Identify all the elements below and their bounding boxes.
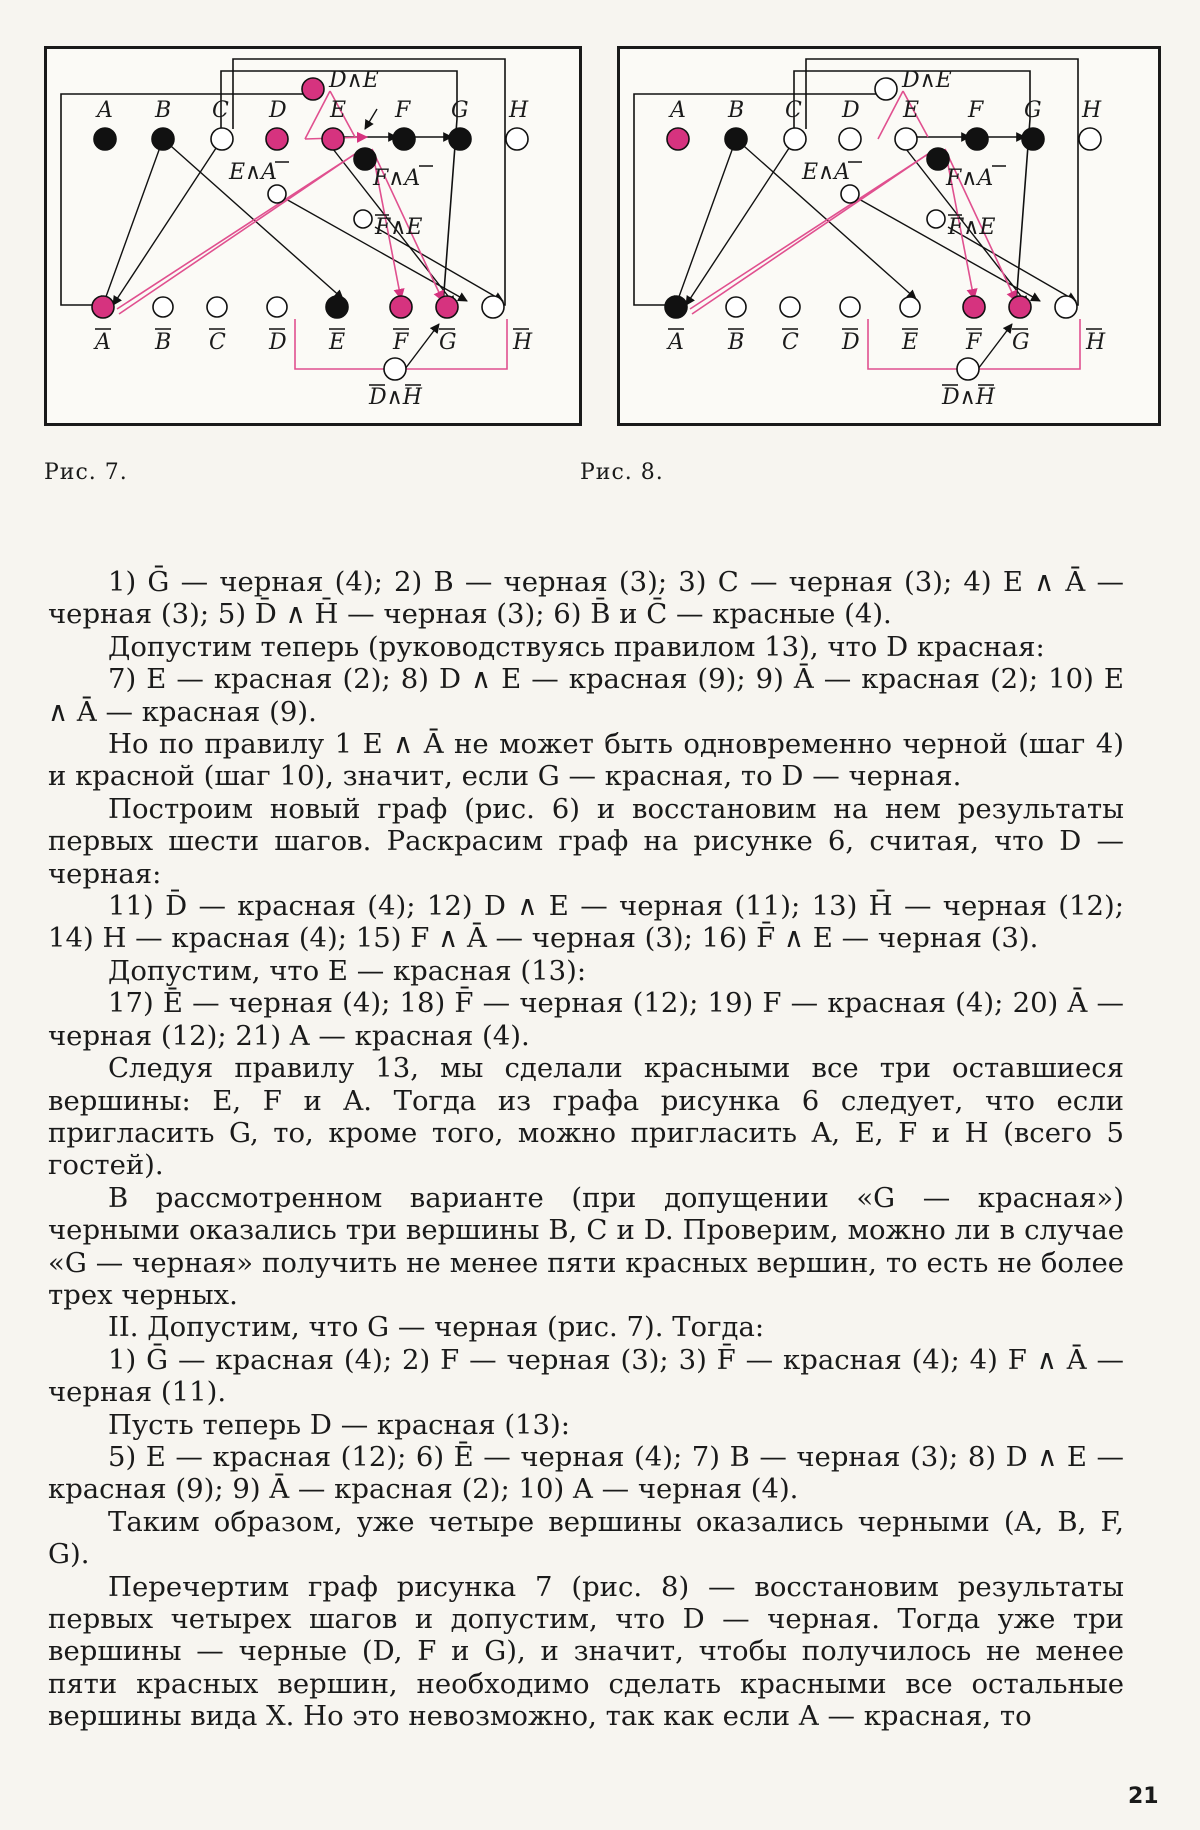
node-B [152,128,174,150]
node-not-D [840,297,860,317]
label-top-H: H [1082,98,1102,123]
node-not-G [1009,296,1031,318]
paragraph: Следуя правилу 13, мы сделали красными все три оставшиеся вершины: E, F и A. Тогда из графа рисунка 6 следует, что если пригласить G, то, кроме того, можно пригласить A, E, F и H (всего 5 гостей). [48,1052,1124,1182]
node-not-f-and-e [354,210,372,228]
label-bottom-G: G [1012,330,1030,355]
label-bottom-B: B [155,330,172,355]
node-not-B [153,297,173,317]
label-not-d-and-not-h: D∧H [369,385,422,410]
node-d-and-e [302,78,324,100]
label-top-D: D [269,98,287,123]
label-bottom-A: A [95,330,111,355]
paragraph: 1) Ḡ — черная (4); 2) B — черная (3); 3) C — черная (3); 4) E ∧ Ā — черная (3); 5) D̄ ∧ H̄ — черная (3); 6) B̄ и C̄ — красные (4). [48,566,1124,631]
node-D [266,128,288,150]
paragraph: Перечертим граф рисунка 7 (рис. 8) — восстановим результаты первых четырех шагов и допустим, что D — черная. Тогда уже три вершины — черные (D, F и G), и значит, чтобы получилось не менее пяти красных вершин, необходимо сделать красными все остальные вершины вида X. Но это невозможно, так как если A — красная, то [48,1570,1124,1733]
paragraph: Пусть теперь D — красная (13): [108,1408,571,1441]
label-not-d-and-not-h: D∧H [942,385,995,410]
figure-7 [44,46,582,426]
label-bottom-E: E [902,330,919,355]
label-bottom-B: B [728,330,745,355]
node-not-C [780,297,800,317]
label-top-C: C [785,98,802,123]
node-not-F [390,296,412,318]
node-not-B [726,297,746,317]
label-top-E: E [903,98,920,123]
label-top-A: A [97,98,113,123]
label-not-f-and-e: F∧E [948,215,996,240]
node-F [393,128,415,150]
label-bottom-A: A [668,330,684,355]
page-number: 21 [1128,1784,1159,1809]
node-A [667,128,689,150]
label-top-F: F [395,98,411,123]
label-top-G: G [1024,98,1042,123]
label-e-and-not-a: E∧A [229,160,278,185]
label-top-C: C [212,98,229,123]
paragraph: Но по правилу 1 E ∧ Ā не может быть одновременно черной (шаг 4) и красной (шаг 10), значит, если G — красная, то D — черная. [48,728,1124,793]
node-not-E [326,296,348,318]
caption-fig8: Рис. 8. [580,460,664,485]
node-e-and-not-a [841,185,859,203]
label-top-A: A [670,98,686,123]
label-bottom-C: C [209,330,226,355]
label-top-F: F [968,98,984,123]
paragraph: Допустим, что E — красная (13): [108,954,587,987]
node-D [839,128,861,150]
label-f-and-not-a: F∧A [946,166,994,191]
paragraph: 7) E — красная (2); 8) D ∧ E — красная (9); 9) Ā — красная (2); 10) E ∧ Ā — красная (9). [48,663,1124,728]
node-not-f-and-e [927,210,945,228]
label-top-G: G [451,98,469,123]
label-e-and-not-a: E∧A [802,160,851,185]
node-H [506,128,528,150]
paragraph: 5) E — красная (12); 6) Ē — черная (4); 7) B — черная (3); 8) D ∧ E — красная (9); 9) Ā — красная (2); 10) A — черная (4). [48,1440,1124,1506]
node-not-H [1055,296,1077,318]
label-top-D: D [842,98,860,123]
node-not-d-and-not-h [957,358,979,380]
node-C [784,128,806,150]
paragraph: 17) Ē — черная (4); 18) F̄ — черная (12); 19) F — красная (4); 20) Ā — черная (12); 21) A — красная (4). [48,987,1124,1052]
node-not-C [207,297,227,317]
node-G [1022,128,1044,150]
label-f-and-not-a: F∧A [373,166,421,191]
label-d-and-e: D∧E [329,68,379,93]
node-F [966,128,988,150]
node-G [449,128,471,150]
node-B [725,128,747,150]
label-bottom-F: F [966,330,982,355]
label-bottom-D: D [842,330,860,355]
node-not-d-and-not-h [384,358,406,380]
node-H [1079,128,1101,150]
node-d-and-e [875,78,897,100]
paragraph: Построим новый граф (рис. 6) и восстановим на нем результаты первых шести шагов. Раскрасим граф на рисунке 6, считая, что D — черная: [48,792,1124,890]
figure-8 [617,46,1161,426]
node-A [94,128,116,150]
paragraph: 1) Ḡ — красная (4); 2) F — черная (3); 3) F̄ — красная (4); 4) F ∧ Ā — черная (11). [48,1343,1124,1409]
body-text [48,566,1124,1733]
label-top-H: H [509,98,529,123]
paragraph: В рассмотренном варианте (при допущении «G — красная») черными оказались три вершины B, C и D. Проверим, можно ли в случае «G — черная» получить не менее пяти красных вершин, то есть не более трех черных. [48,1181,1124,1311]
paragraph: 11) D̄ — красная (4); 12) D ∧ E — черная (11); 13) H̄ — черная (12); 14) H — красная (4); 15) F ∧ Ā — черная (3); 16) F̄ ∧ E — черная (3). [48,890,1124,955]
label-d-and-e: D∧E [902,68,952,93]
node-not-H [482,296,504,318]
node-not-A [92,296,114,318]
label-bottom-F: F [393,330,409,355]
graph-fig7 [47,49,579,423]
label-top-E: E [330,98,347,123]
node-E [895,128,917,150]
node-not-G [436,296,458,318]
node-not-E [900,297,920,317]
paragraph: Допустим теперь (руководствуясь правилом 13), что D красная: [108,630,1045,663]
node-E [322,128,344,150]
node-not-F [963,296,985,318]
node-not-D [267,297,287,317]
label-bottom-D: D [269,330,287,355]
label-bottom-H: H [1086,330,1106,355]
label-bottom-E: E [329,330,346,355]
paragraph: Таким образом, уже четыре вершины оказались черными (A, B, F, G). [48,1505,1124,1571]
label-bottom-C: C [782,330,799,355]
caption-fig7: Рис. 7. [44,460,128,485]
paragraph: II. Допустим, что G — черная (рис. 7). Тогда: [108,1311,765,1344]
node-e-and-not-a [268,185,286,203]
label-top-B: B [155,98,172,123]
label-bottom-G: G [439,330,457,355]
label-top-B: B [728,98,745,123]
graph-fig8 [620,49,1158,423]
node-C [211,128,233,150]
label-not-f-and-e: F∧E [375,215,423,240]
node-not-A [665,296,687,318]
label-bottom-H: H [513,330,533,355]
